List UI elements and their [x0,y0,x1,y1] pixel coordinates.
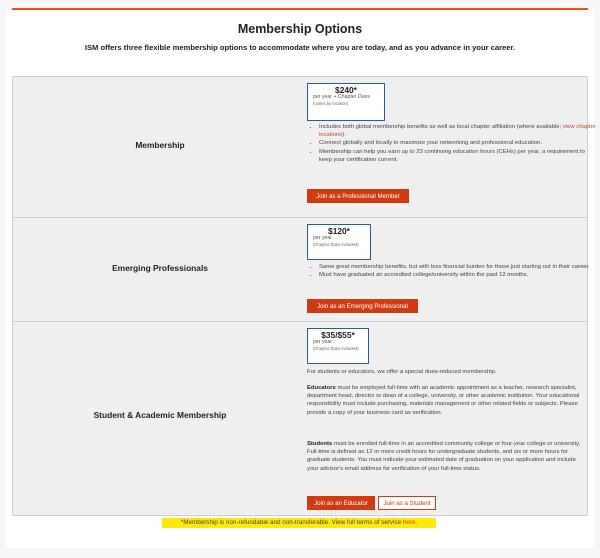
students-description: Students must be enrolled full-time in an accredited community college or four-year college or university. Full-time is defined as 12 or more credit hours for undergraduate students, and six or more hours for graduate students. You must indicate your estimated date of graduation on your application and include your advisor's email address for verification of your full-time status. [307,441,581,472]
student-intro: For students or educators, we offer a special dues-reduced membership. [307,369,497,375]
price-note: per year + Chapter Dues [313,94,370,101]
educators-description: Educators must be employed full-time with an academic appointment as a teacher, research specialist, department head, director or dean of a college, university, or other academic institution. Your educational responsibility must include purchasing, materials management or other related fields or subjects. Please provide a copy of your business card as verification. [307,385,580,416]
row-label: Student & Academic Membership [93,410,227,420]
row-details [307,218,590,322]
terms-link[interactable]: here. [402,519,418,526]
list-item: • Same great membership benefits, but with less financial burden for those just starting out in their career. [319,263,599,271]
educators-label: Educators [307,385,336,391]
row-label: Membership [135,140,185,150]
price-note: per year [313,339,333,346]
join-student-button[interactable]: Join as a Student [378,496,436,510]
membership-row [13,217,590,321]
list-item: • Includes both global membership benefits as well as local chapter affiliation (where available; view chapter locations). [319,123,599,139]
row-details [307,322,587,516]
list-item: • Connect globally and locally to maximize your networking and professional education. [319,139,599,147]
row-label: Emerging Professionals [112,263,208,273]
membership-row [13,321,587,515]
price-note: per year [313,235,333,242]
chapter-locations-link[interactable]: view chapter locations [319,124,596,139]
price-subnote: (Chapter Dues Included) [313,242,359,248]
price-value: $120* [328,226,350,236]
page-title: Membership Options [237,22,363,36]
price-box [307,224,371,260]
list-item: • Membership can help you earn up to 23 continuing education hours (CEHs) per year, a requirement to keep your certification current. [319,148,599,164]
membership-table [12,76,596,516]
list-item: • Must have graduated an accredited college/university within the past 12 months. [319,271,599,279]
join-emerging-button[interactable]: Join as an Emerging Professional [307,299,418,313]
price-value: $240* [335,85,357,95]
row-details [307,77,596,217]
page-subtitle: ISM offers three flexible membership options to accommodate where you are today, and as you advance in your career. [84,43,516,52]
price-box [307,83,385,121]
membership-row [13,77,596,217]
benefits-list [307,263,599,279]
price-subnote: (varies by location) [313,101,349,107]
students-label: Students [307,441,333,447]
join-educator-button[interactable]: Join as an Educator [307,496,375,510]
benefits-list [307,123,599,164]
terms-note: *Membership is non-refundable and non-transferable. View full terms of service here. [162,518,436,528]
price-value: $35/$55* [321,330,355,340]
price-subnote: (Chapter Dues Included) [313,346,359,352]
join-professional-button[interactable]: Join as a Professional Member [307,189,409,203]
price-box [307,328,369,364]
